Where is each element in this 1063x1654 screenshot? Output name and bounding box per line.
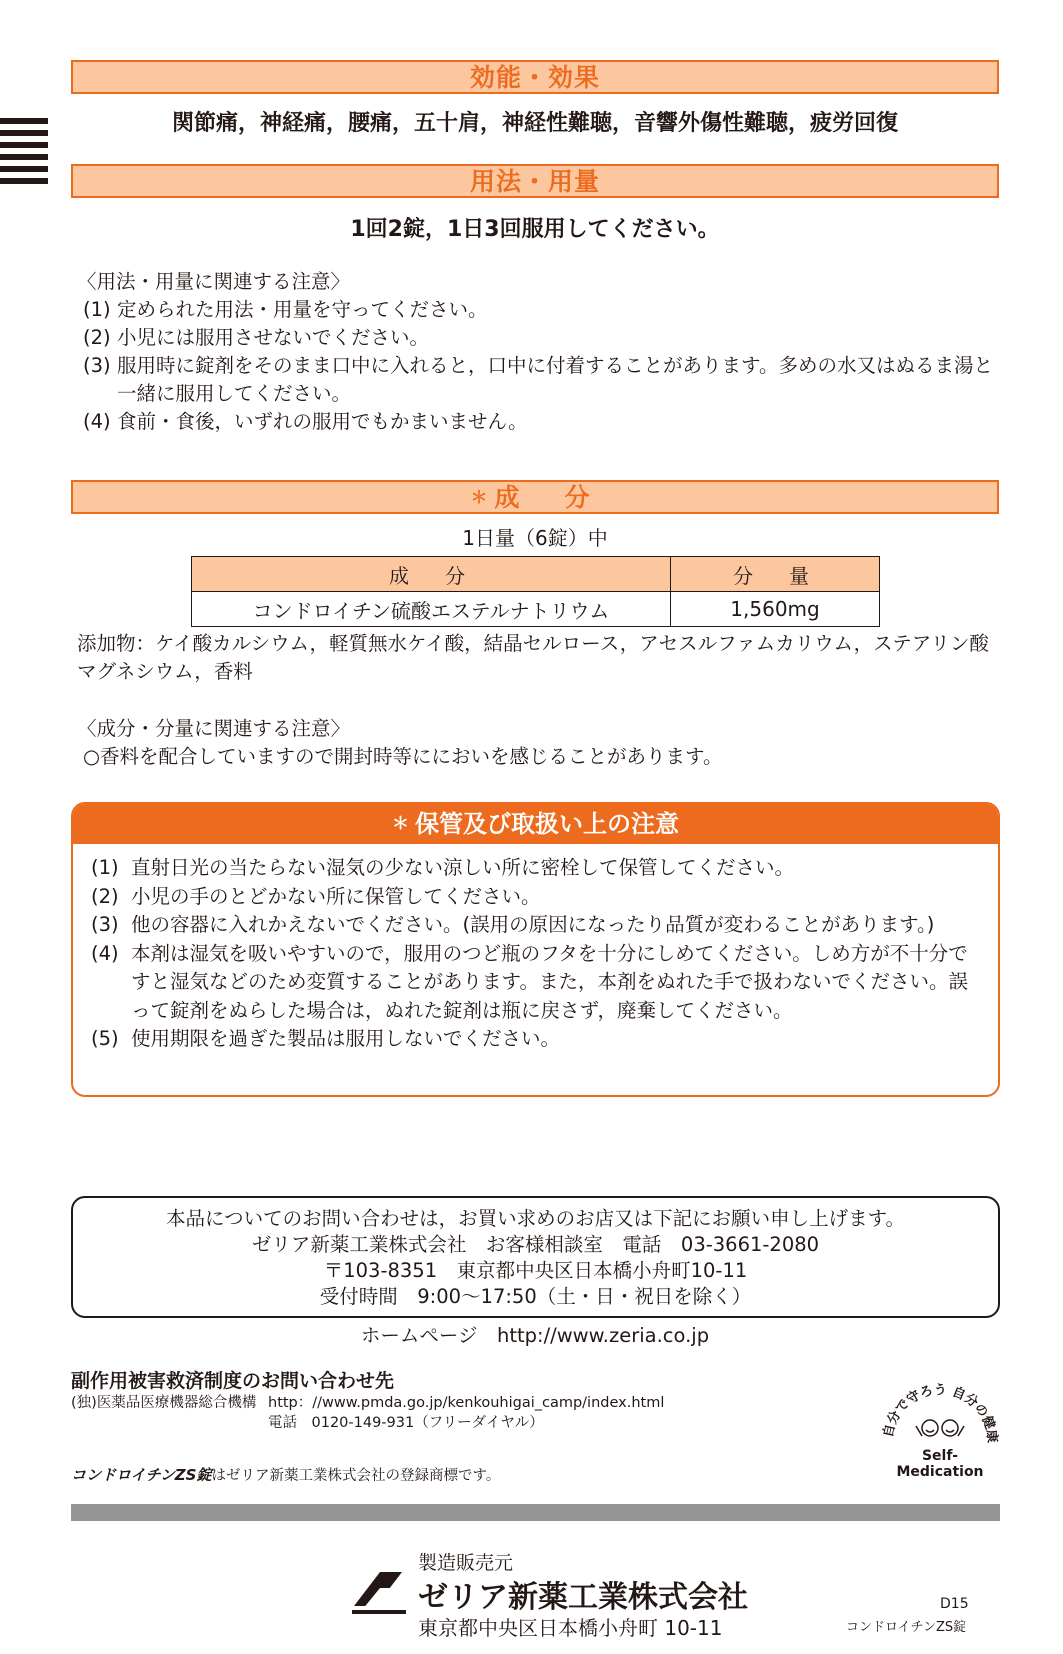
divider-bar — [71, 1504, 1000, 1521]
item-number: (5) — [91, 1027, 119, 1050]
contact-line: 受付時間 9:00〜17:50（土・日・祝日を除く） — [319, 1285, 752, 1308]
ingredients-heading — [71, 480, 999, 514]
trademark-text: はゼリア新薬工業株式会社の登録商標です。 — [211, 1468, 501, 1484]
item-number: (4) — [91, 941, 119, 965]
dosage-title: 用法・用量 — [469, 167, 600, 196]
col-amount-header: 分 量 — [671, 557, 880, 592]
list-item — [91, 1025, 984, 1054]
manufacturer-label: 製造販売元 — [418, 1552, 514, 1574]
efficacy-text: 関節痛，神経痛，腰痛，五十肩，神経性難聴，音響外傷性難聴，疲労回復 — [171, 111, 898, 136]
code-product: コンドロイチンZS錠 — [846, 1620, 967, 1635]
note-text: 服用時に錠剤をそのまま口中に入れると，口中に付着することがあります。多めの水又はぬるま湯と一緒に服用してください。 — [117, 354, 993, 405]
note-text: 定められた用法・用量を守ってください。 — [117, 298, 488, 321]
ingredients-table — [191, 556, 880, 627]
self-medication-label: Self-Medication — [896, 1448, 984, 1480]
list-item — [91, 911, 984, 940]
svg-text:自分で守ろう 自分の健康 — [880, 1383, 1000, 1444]
item-text: 小児の手のとどかない所に保管してください。 — [131, 884, 541, 908]
list-item — [91, 883, 984, 912]
col-name-header: 成 分 — [192, 557, 671, 592]
trademark-brand: コンドロイチンZS錠 — [71, 1466, 212, 1484]
item-text: 使用期限を過ぎた製品は服用しないでください。 — [131, 1027, 561, 1050]
contact-line: 本品についてのお問い合わせは，お買い求めのお店又は下記にお願い申し上げます。 — [165, 1207, 906, 1230]
relief-title: 副作用被害救済制度のお問い合わせ先 — [71, 1370, 395, 1392]
self-medication-arc-text: 自分で守ろう 自分の健康 — [880, 1382, 1000, 1444]
asterisk-icon: ＊ — [392, 814, 409, 834]
storage-heading — [73, 804, 998, 844]
trademark-line — [71, 1464, 500, 1485]
table-header-row — [192, 557, 880, 592]
relief-org: (独)医薬品医療機器総合機構 — [71, 1395, 257, 1411]
ingredients-title: 成 分 — [494, 483, 600, 512]
asterisk-icon: ＊ — [470, 488, 489, 508]
note-text: 小児には服用させないでください。 — [117, 326, 430, 349]
note-number: (3) — [83, 354, 111, 377]
list-item — [91, 940, 984, 1026]
ingredient-name: コンドロイチン硫酸エステルナトリウム — [192, 592, 671, 627]
manufacturer-block — [350, 1548, 800, 1638]
note-text: 食前・食後，いずれの服用でもかまいません。 — [117, 410, 528, 433]
contact-line: 〒103-8351 東京都中央区日本橋小舟町10-11 — [323, 1259, 748, 1282]
note-number: (4) — [83, 410, 111, 433]
item-number: (2) — [91, 884, 119, 908]
ingredient-amount: 1,560mg — [671, 592, 880, 627]
dosage-notes — [77, 268, 1007, 436]
item-number: (1) — [91, 856, 119, 879]
item-number: (3) — [91, 913, 119, 936]
table-row — [192, 592, 880, 627]
storage-list — [73, 844, 998, 1054]
note-number: (1) — [83, 298, 111, 321]
ingredients-notes — [77, 715, 1002, 771]
dosage-text: 1回2錠，1日3回服用してください。 — [350, 217, 720, 242]
ingredients-note: ○香料を配合していますので開封時等ににおいを感じることがあります。 — [83, 745, 723, 768]
relief-tel: 電話 0120-149-931（フリーダイヤル） — [268, 1415, 544, 1431]
additives-text: 添加物：ケイ酸カルシウム，軽質無水ケイ酸，結晶セルロース，アセスルファムカリウム，ステアリン酸マグネシウム，香料 — [77, 632, 989, 683]
dosage-note — [77, 296, 1007, 324]
storage-box — [71, 802, 1000, 1097]
ingredients-daily: 1日量（6錠）中 — [462, 526, 608, 550]
dosage-note — [77, 408, 1007, 436]
relief-url[interactable]: http：//www.pmda.go.jp/kenkouhigai_camp/index.html — [268, 1395, 665, 1411]
item-text: 他の容器に入れかえないでください。(誤用の原因になったり品質が変わることがあります。) — [131, 913, 935, 936]
efficacy-heading — [71, 60, 999, 94]
code-id: D15 — [940, 1596, 969, 1612]
ingredients-notes-title: 〈成分・分量に関連する注意〉 — [77, 717, 351, 740]
dosage-note — [77, 324, 1007, 352]
contact-box — [71, 1196, 1000, 1318]
zeria-logo-icon — [350, 1566, 408, 1616]
side-registration-bars — [0, 118, 48, 190]
self-medication-icon — [880, 1378, 1000, 1450]
item-text: 直射日光の当たらない湿気の少ない涼しい所に密栓して保管してください。 — [131, 856, 795, 879]
dosage-notes-title: 〈用法・用量に関連する注意〉 — [77, 270, 351, 293]
manufacturer-name: ゼリア新薬工業株式会社 — [418, 1580, 748, 1615]
dosage-note — [77, 352, 1007, 408]
list-item — [91, 854, 984, 883]
homepage-link[interactable]: ホームページ http://www.zeria.co.jp — [360, 1324, 710, 1347]
self-medication-mark — [880, 1378, 1000, 1480]
item-text: 本剤は湿気を吸いやすいので，服用のつど瓶のフタを十分にしめてください。しめ方が不十分ですと湿気などのため変質することがあります。また，本剤をぬれた手で扱わないでください。誤って錠剤をぬらした場合は，ぬれた錠剤は瓶に戻さず，廃棄してください。 — [131, 941, 968, 1022]
efficacy-title: 効能・効果 — [469, 63, 600, 92]
note-number: (2) — [83, 326, 111, 349]
dosage-heading — [71, 164, 999, 198]
contact-line: ゼリア新薬工業株式会社 お客様相談室 電話 03-3661-2080 — [251, 1233, 820, 1256]
storage-title: 保管及び取扱い上の注意 — [415, 810, 679, 838]
manufacturer-address: 東京都中央区日本橋小舟町 10-11 — [418, 1616, 723, 1640]
